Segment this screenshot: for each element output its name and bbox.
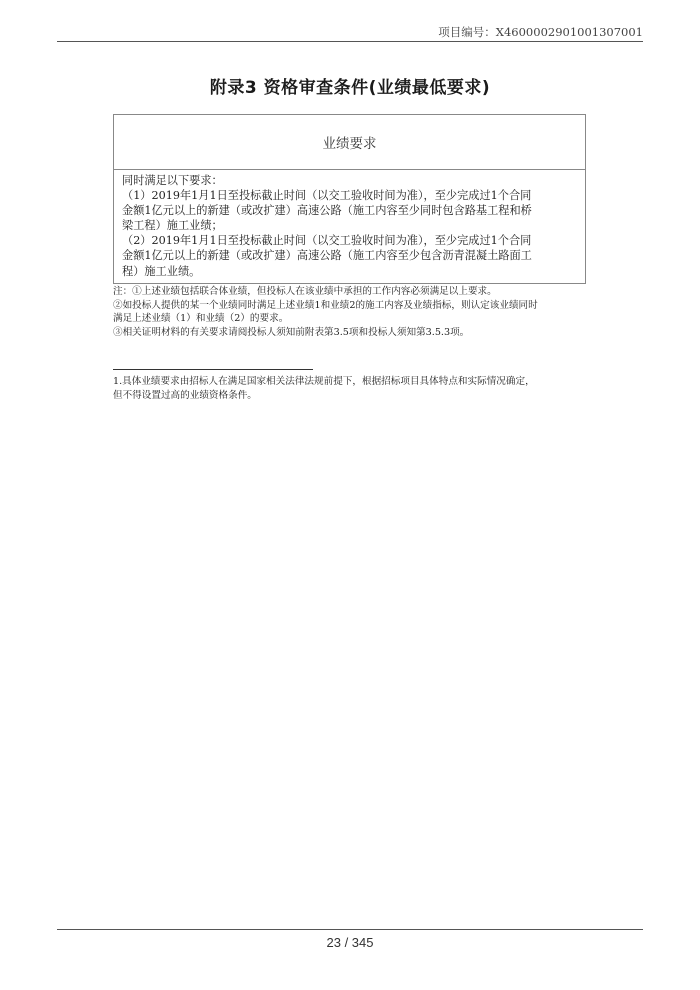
footnote-line: 1.具体业绩要求由招标人在满足国家相关法律法规前提下，根据招标项目具体特点和实际情况确定，	[113, 376, 535, 387]
note-line: 满足上述业绩（1）和业绩（2）的要求。	[113, 313, 289, 325]
note-line: ②如投标人提供的某一个业绩同时满足上述业绩1和业绩2的施工内容及业绩指标，则认定该业绩同时	[113, 299, 538, 311]
footer-rule	[57, 929, 643, 930]
requirement-line: 金额1亿元以上的新建（或改扩建）高速公路（施工内容至少同时包含路基工程和桥	[122, 204, 532, 218]
footnote-rule	[113, 369, 313, 370]
page-number: 23 / 345	[326, 935, 374, 950]
requirement-line: 程）施工业绩。	[122, 264, 201, 278]
table-heading: 业绩要求	[114, 115, 585, 170]
footnote	[113, 375, 591, 402]
requirement-line: 同时满足以下要求：	[122, 174, 223, 187]
note-line: ③相关证明材料的有关要求请阅投标人须知前附表第3.5项和投标人须知第3.5.3项。	[113, 326, 470, 338]
requirement-line: （2）2019年1月1日至投标截止时间（以交工验收时间为准），至少完成过1个合同	[122, 234, 532, 248]
page-title: 附录3 资格审查条件(业绩最低要求)	[209, 78, 491, 98]
table-body	[114, 170, 585, 283]
requirement-line: （1）2019年1月1日至投标截止时间（以交工验收时间为准），至少完成过1个合同	[122, 189, 532, 203]
project-number: 项目编号：X4600002901001307001	[438, 25, 643, 39]
header-rule	[57, 41, 643, 42]
footnote-line: 但不得设置过高的业绩资格条件。	[113, 389, 257, 401]
note-line: 注：①上述业绩包括联合体业绩，但投标人在该业绩中承担的工作内容必须满足以上要求。	[113, 286, 497, 297]
requirement-line: 梁工程）施工业绩；	[122, 219, 223, 233]
notes	[113, 285, 591, 339]
requirements-table	[113, 114, 586, 284]
requirement-line: 金额1亿元以上的新建（或改扩建）高速公路（施工内容至少包含沥青混凝土路面工	[122, 249, 532, 263]
